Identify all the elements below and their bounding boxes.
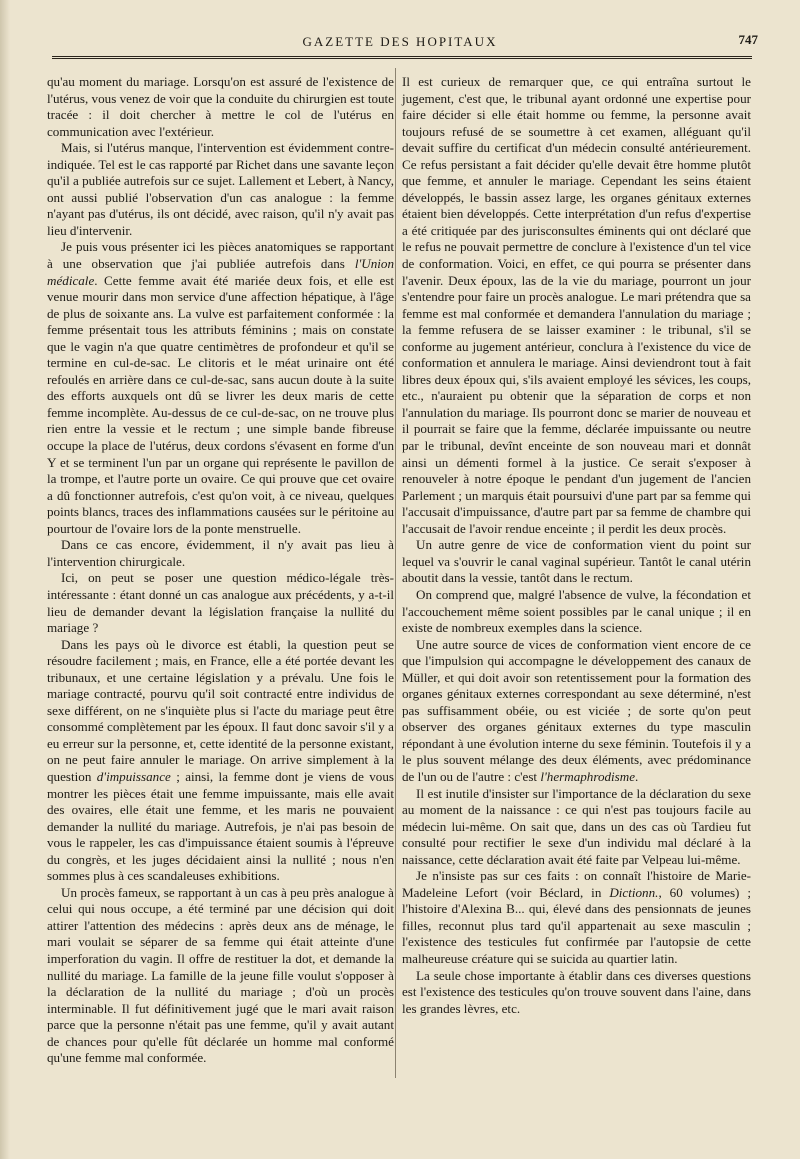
paragraph: Un autre genre de vice de conformation vient du point sur lequel va s'ouvrir le canal vaginal supérieur. Tantôt le canal utérin aboutit dans la vessie, tantôt dans le rectum.: [402, 537, 751, 586]
paragraph: Il est inutile d'insister sur l'importance de la déclaration du sexe au moment de la naissance : ce qui n'est pas toujours facile au médecin lui-même. On sait que, dans un des cas où Tardieu fut consulté pour rectifier le sexe d'un individu mal déclaré à la naissance, cette déclaration avait été faite par Velpeau lui-même.: [402, 785, 751, 867]
journal-title: l'Union médicale: [47, 256, 394, 288]
paragraph: Dans ce cas encore, évidemment, il n'y avait pas lieu à l'intervention chirurgicale.: [47, 537, 394, 569]
paragraph-text: Une autre source de vices de conformation vient encore de ce que l'impulsion qui accompagne le développement des canaux de Müller, et qui doit avoir son retentissement pour la formation des organes génitaux externes correspondant au sexe déterminé, n'est pas suffisamment obéie, ou est viciée ; de sorte qu'on peut observer des organes génitaux externes du type masculin répondant à une évolution interne du sexe féminin. Toutefois il y a le plus souvent mélange des deux éléments, avec prédominance de l'un ou de l'autre : c'est: [402, 636, 751, 784]
paragraph-text: ; ainsi, la femme dont je viens de vous montrer les pièces était une femme impuissante, mais elle avait des ovaires, elle était une femme, et les maris ne pouvaient demander la nullité du mariage. Autrefois, je n'ai pas besoin de vous le rappeler, les cas d'impuissance étaient soumis à l'épreuve du congrès, et les juges décidaient ainsi la nullité ; nous n'en sommes plus à ces scandaleuses exhibitions.: [47, 768, 394, 884]
left-column: [47, 74, 394, 1067]
column-divider: [395, 68, 396, 1078]
page-header: [40, 30, 760, 54]
paragraph: [402, 868, 751, 967]
paragraph-text: Dans les pays où le divorce est établi, la question peut se résoudre facilement ; mais, en France, elle a été portée devant les tribunaux, et une certaine législation y a prévalu. Une fois le mariage contracté, pourvu qu'il soit contracté entre individus de sexe différent, on ne s'inquiète plus si l'acte du mariage peut être consommé complètement par les époux. Il faut donc savoir s'il y a eu erreur sur la personne, et, cette identité de la personne existant, on ne peut faire annuler le mariage. On arrive simplement à la question: [47, 636, 394, 784]
paragraph: Il est curieux de remarquer que, ce qui entraîna surtout le jugement, c'est que, le tribunal ayant ordonné une expertise pour faire décider si elle était homme ou femme, la personne avait toujours refusé de se soumettre à cet examen, alléguant qu'il devait suffire du certificat d'un médecin consulté antérieurement. Ce refus persistant a fait décider qu'elle devait être homme plutôt que femme, et annuler le mariage. Cependant les seins étaient développés, le bassin assez large, les organes génitaux externes étaient bien développés. Cette interprétation d'un refus d'expertise a été critiquée par des jurisconsultes éminents qui ont déclaré que le refus ne pouvait permettre de conclure à l'existence d'un tel vice de conformation. Voici, en effet, ce qui pourra se présenter dans l'avenir. Deux époux, las de la vie du mariage, pourront un jour s'entendre pour faire un procès analogue. Le mari prétendra que sa femme est mal conformée et demandera l'annulation du mariage ; la femme refusera de se laisser examiner : le tribunal, s'il se conforme au jugement antérieur, conclura à l'existence du vice de conformation et annulera le mariage. Ainsi deviendront tout à fait libres deux époux qui, s'ils avaient employé les sévices, les coups, etc., n'auraient pu obtenir que la séparation de corps et non l'annulation du mariage. Ils pourront donc se marier de nouveau et il pourrait se faire que la femme, déclarée impuissante ou neutre par le tribunal, devînt enceinte de son nouveau mari et donnât ainsi un démenti formel à la justice. Ce serait s'exposer à renouveler à notre époque le pendant d'un jugement de l'ancien Parlement ; un marquis était poursuivi d'une part par sa femme qui l'accusait d'impuissance, d'autre part par sa femme de chambre qui l'accusait de l'avoir rendue enceinte ; il perdit les deux procès.: [402, 74, 751, 536]
paragraph: La seule chose importante à établir dans ces diverses questions est l'existence des testicules qu'on trouve souvent dans l'aine, dans les grandes lèvres, etc.: [402, 967, 751, 1016]
paragraph: [47, 637, 394, 885]
header-rule: [52, 56, 752, 59]
paragraph: [402, 637, 751, 786]
paragraph: [47, 239, 394, 537]
italic-term: l'hermaphrodisme: [540, 768, 636, 784]
page-edge-shadow: [0, 0, 10, 1159]
paragraph: Un procès fameux, se rapportant à un cas à peu près analogue à celui qui nous occupe, a été terminé par une décision qui doit attirer l'attention des médecins : après deux ans de ménage, le mari voulait se séparer de sa femme qui était atteinte d'une imperforation du vagin. Il offre de restituer la dot, et demande la nullité du mariage. La famille de la jeune fille voulut s'opposer à la déclaration de la nullité du mariage ; d'où un procès interminable. Il fut définitivement jugé que le mari avait raison parce que la personne n'était pas une femme, qu'il y avait autant de chances pour qu'elle fût déclarée un homme mal conformé qu'une femme mal conformée.: [47, 884, 394, 1066]
paragraph-text: , 60 volumes) ; l'histoire d'Alexina B... qui, élevé dans des pensionnats de jeunes filles, reconnut plus tard qu'il appartenait au sexe masculin ; l'existence des testicules fut confirmée par l'autopsie de cette malheureuse créature qui se suicida au quartier latin.: [402, 884, 752, 966]
paragraph: qu'au moment du mariage. Lorsqu'on est assuré de l'existence de l'utérus, vous venez de voir que la conduite du chirurgien est toute tracée : il doit chercher à mettre le col de l'utérus en communication avec l'extérieur.: [47, 74, 394, 139]
paragraph-text: . Cette femme avait été mariée deux fois, et elle est venue mourir dans mon service d'une affection hépatique, à l'âge de plus de soixante ans. La vulve est parfaitement conformée : la femme présentait tous les attributs féminins ; mais on constate que le vagin n'a que quatre centimètres de profondeur et qu'il se termine en cul-de-sac. Le clitoris et le méat urinaire ont été refoulés en arrière dans ce cul-de-sac, sans aucun doute à la suite des efforts auxquels ont dû se livrer les deux maris de cette femme incomplète. Au-dessus de ce cul-de-sac, on ne trouve plus rien entre la vessie et le rectum ; une simple bande fibreuse occupe la place de l'utérus, deux cordons s'évasent en forme d'un Y et se terminent l'un par un organe qui représente le pavillon de la trompe, et l'autre porte un ovaire. Ce qui prouve que cet ovaire a dû fonctionner autrefois, c'est qu'on voit, à ce niveau, quelques points blancs, traces des inflammations causées sur le péritoine au pourtour de l'ovaire lors de la ponte menstruelle.: [47, 272, 394, 536]
paragraph: Mais, si l'utérus manque, l'intervention est évidemment contre-indiquée. Tel est le cas rapporté par Richet dans une savante leçon qu'il a publiée autrefois sur ce sujet. Lallement et Lebert, à Nancy, ont aussi publié l'observation d'un cas analogue : la femme n'ayant pas d'utérus, ils ont décidé, avec raison, qu'il n'y avait pas lieu d'intervenir.: [47, 140, 394, 238]
paragraph: On comprend que, malgré l'absence de vulve, la fécondation et l'accouchement même soient possibles par le canal unique ; il en existe de nombreux exemples dans la science.: [402, 586, 751, 636]
right-column: [402, 74, 751, 1017]
paragraph-text: .: [635, 768, 639, 784]
paragraph: Ici, on peut se poser une question médico-légale très-intéressante : étant donné un cas analogue aux précédents, y a-t-il lieu de demander devant la législation française la nullité du mariage ?: [47, 570, 394, 636]
page-number: 747: [738, 32, 758, 47]
paragraph-text: Je n'insiste pas sur ces faits : on connaît l'histoire de Marie-Madeleine Lefort (voir Béclard, in: [402, 868, 751, 900]
italic-term: d'impuissance: [96, 768, 171, 784]
paragraph-text: Je puis vous présenter ici les pièces anatomiques se rapportant à une observation que j'ai publiée autrefois dans: [47, 239, 394, 272]
running-title: GAZETTE DES HOPITAUX: [302, 34, 498, 49]
reference-title: Dictionn.: [609, 884, 659, 900]
